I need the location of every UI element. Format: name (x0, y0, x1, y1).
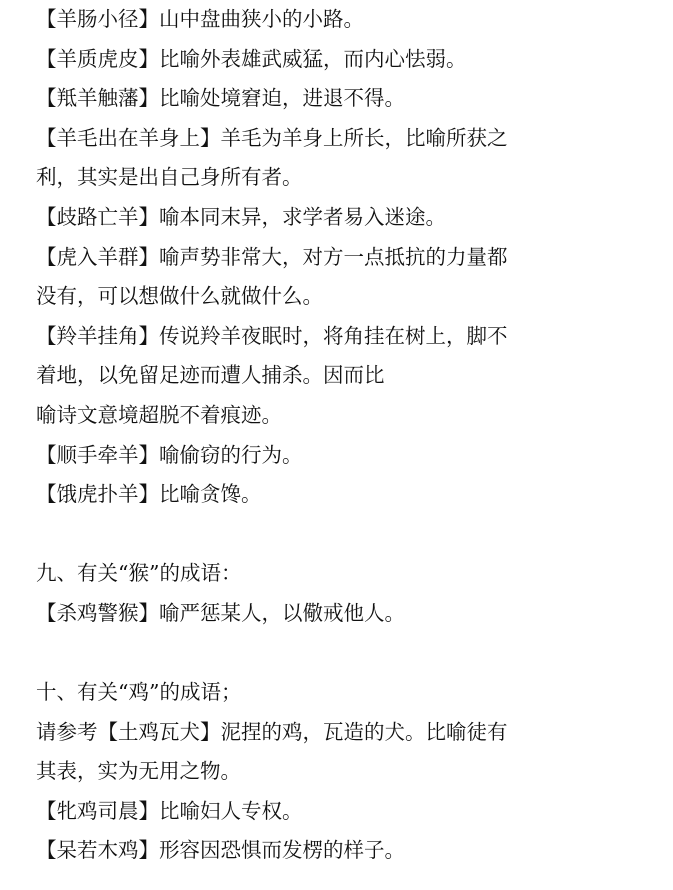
text-line-entry-pinjisichen: 【牝鸡司晨】比喻妇人专权。 (36, 798, 303, 823)
blank-line (36, 634, 656, 674)
section-heading-chicken: 十、有关“鸡”的成语； (36, 680, 242, 705)
text-line-entry-hurunyangqun: 【虎入羊群】喻声势非常大，对方一点抵抗的力量都 (36, 244, 508, 269)
text-line-entry-yangzhihupi: 【羊质虎皮】比喻外表雄武威猛，而内心怯弱。 (36, 46, 467, 71)
text-line-entry-lingyangguajiao: 【羚羊挂角】传说羚羊夜眠时，将角挂在树上，脚不 (36, 323, 508, 348)
text-line-entry-yangchangxiaojing: 【羊肠小径】山中盘曲狭小的小路。 (36, 7, 364, 31)
text-line-entry-dairuomuji: 【呆若木鸡】形容因恐惧而发楞的样子。 (36, 838, 405, 863)
text-line-entry-ehupuyang: 【饿虎扑羊】比喻贪馋。 (36, 482, 262, 507)
text-line-entry-hurunyangqun-cont: 没有，可以想做什么就做什么。 (36, 284, 323, 309)
text-line-entry-qiluwangyang: 【歧路亡羊】喻本同末异，求学者易入迷途。 (36, 204, 446, 229)
text-line-entry-shajijinghou: 【杀鸡警猴】喻严惩某人，以儆戒他人。 (36, 600, 405, 625)
text-line-entry-yangmao-cont: 利，其实是出自己身所有者。 (36, 165, 303, 190)
text-line-entry-tujiwaquan: 请参考【土鸡瓦犬】泥捏的鸡，瓦造的犬。比喻徒有 (36, 719, 508, 744)
text-line-entry-diyangchufan: 【羝羊触藩】比喻处境窘迫，进退不得。 (36, 86, 405, 111)
document-page (36, 0, 656, 871)
section-heading-monkey: 九、有关“猴”的成语： (36, 561, 242, 586)
text-line-entry-shunshouqianyang: 【顺手牵羊】喻偷窃的行为。 (36, 442, 303, 467)
text-line-entry-yangmao: 【羊毛出在羊身上】羊毛为羊身上所长，比喻所获之 (36, 125, 508, 150)
blank-line (36, 515, 656, 555)
text-line-entry-tujiwaquan-cont: 其表，实为无用之物。 (36, 759, 241, 784)
text-line-entry-lingyangguajiao-cont: 着地，以免留足迹而遭人捕杀。因而比 (36, 363, 385, 388)
text-line-entry-lingyangguajiao-cont2: 喻诗文意境超脱不着痕迹。 (36, 402, 282, 427)
